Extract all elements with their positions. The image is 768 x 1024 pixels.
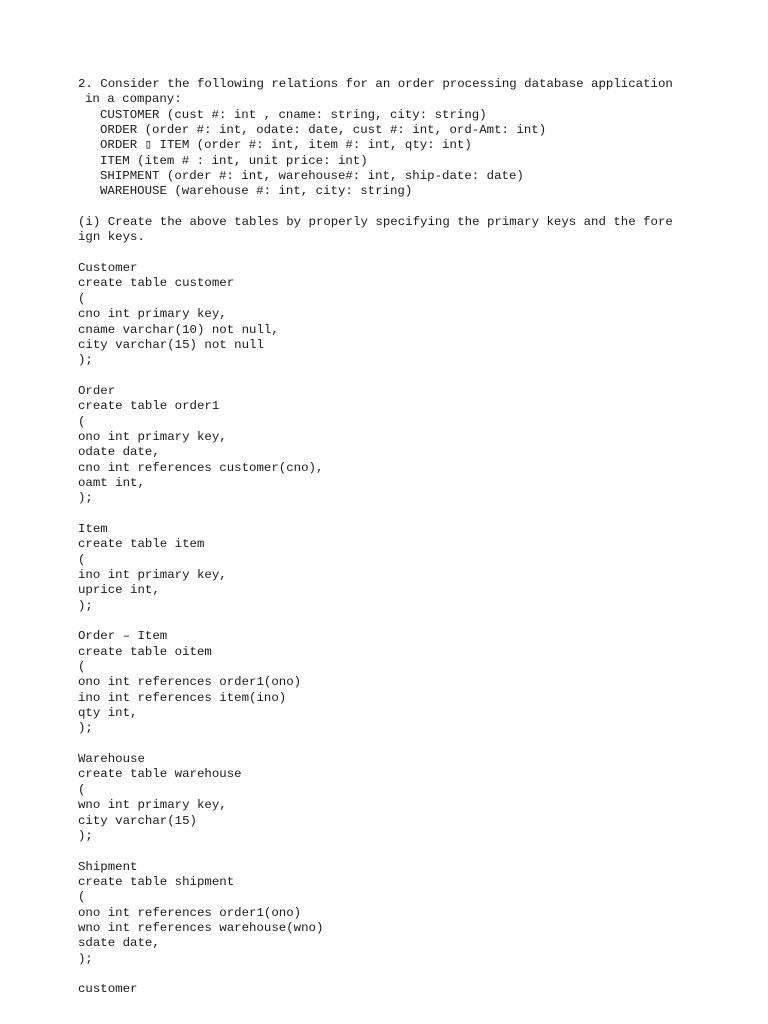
question-intro-continued: in a company: (85, 92, 182, 107)
block-heading: Customer (78, 261, 138, 276)
relation-order-item: ORDER ▯ ITEM (order #: int, item #: int, qty: int) (100, 138, 472, 153)
relation-item: ITEM (item # : int, unit price: int) (100, 153, 368, 168)
sql-line: oamt int, (78, 475, 145, 490)
sql-line: ); (78, 721, 93, 736)
sql-line: ); (78, 353, 93, 368)
sql-line: create table shipment (78, 874, 235, 889)
sql-line: ino int references item(ino) (78, 690, 287, 705)
sql-line: ( (78, 660, 86, 675)
sql-line: ); (78, 491, 93, 506)
block-heading: Item (78, 521, 108, 536)
sql-block (78, 752, 718, 844)
sql-line: ); (78, 598, 93, 613)
sql-line: ( (78, 782, 86, 797)
block-heading: Order (78, 383, 116, 398)
task-statement-continued: ign keys. (78, 230, 145, 245)
sql-line: create table order1 (78, 399, 220, 414)
sql-line: ); (78, 828, 93, 843)
sql-block (78, 384, 718, 507)
sql-block (78, 629, 718, 736)
question-intro: 2. Consider the following relations for an order processing database application (78, 77, 673, 91)
sql-line: create table warehouse (78, 767, 242, 782)
sql-line: odate date, (78, 445, 160, 460)
sql-line: cno int primary key, (78, 307, 227, 322)
sql-line: cno int references customer(cno), (78, 460, 324, 475)
sql-block (78, 522, 718, 614)
sql-line: wno int references warehouse(wno) (78, 920, 324, 935)
task-statement: (i) Create the above tables by properly specifying the primary keys and the fore (78, 215, 673, 230)
sql-blocks (78, 246, 718, 967)
sql-line: wno int primary key, (78, 798, 227, 813)
sql-line: ono int references order1(ono) (78, 905, 302, 920)
sql-line: ino int primary key, (78, 568, 227, 582)
relation-list (78, 108, 718, 200)
sql-line: cname varchar(10) not null, (78, 322, 279, 337)
sql-line: create table customer (78, 276, 235, 291)
sql-line: uprice int, (78, 583, 160, 598)
relation-warehouse: WAREHOUSE (warehouse #: int, city: string) (100, 184, 413, 199)
sql-line: ( (78, 291, 86, 306)
sql-line: ono int primary key, (78, 429, 227, 444)
sql-line: sdate date, (78, 936, 160, 951)
block-heading: Warehouse (78, 752, 145, 767)
relation-customer: CUSTOMER (cust #: int , cname: string, city: string) (100, 107, 487, 122)
sql-block (78, 860, 718, 967)
sql-line: create table oitem (78, 644, 212, 659)
document-page (78, 77, 718, 998)
sql-line: ( (78, 890, 86, 905)
relation-order: ORDER (order #: int, odate: date, cust #: int, ord-Amt: int) (100, 123, 547, 138)
block-heading: Shipment (78, 859, 138, 874)
question-section (78, 77, 718, 246)
sql-line: ono int references order1(ono) (78, 675, 302, 690)
sql-line: ( (78, 414, 86, 429)
sql-line: create table item (78, 537, 205, 552)
sql-line: city varchar(15) not null (78, 337, 264, 352)
sql-line: ( (78, 552, 86, 567)
trailing-heading: customer (78, 982, 138, 997)
sql-line: qty int, (78, 706, 138, 721)
sql-block (78, 261, 718, 368)
sql-line: city varchar(15) (78, 813, 197, 828)
block-heading: Order – Item (78, 629, 168, 644)
relation-shipment: SHIPMENT (order #: int, warehouse#: int, ship-date: date) (100, 169, 524, 184)
sql-line: ); (78, 951, 93, 966)
